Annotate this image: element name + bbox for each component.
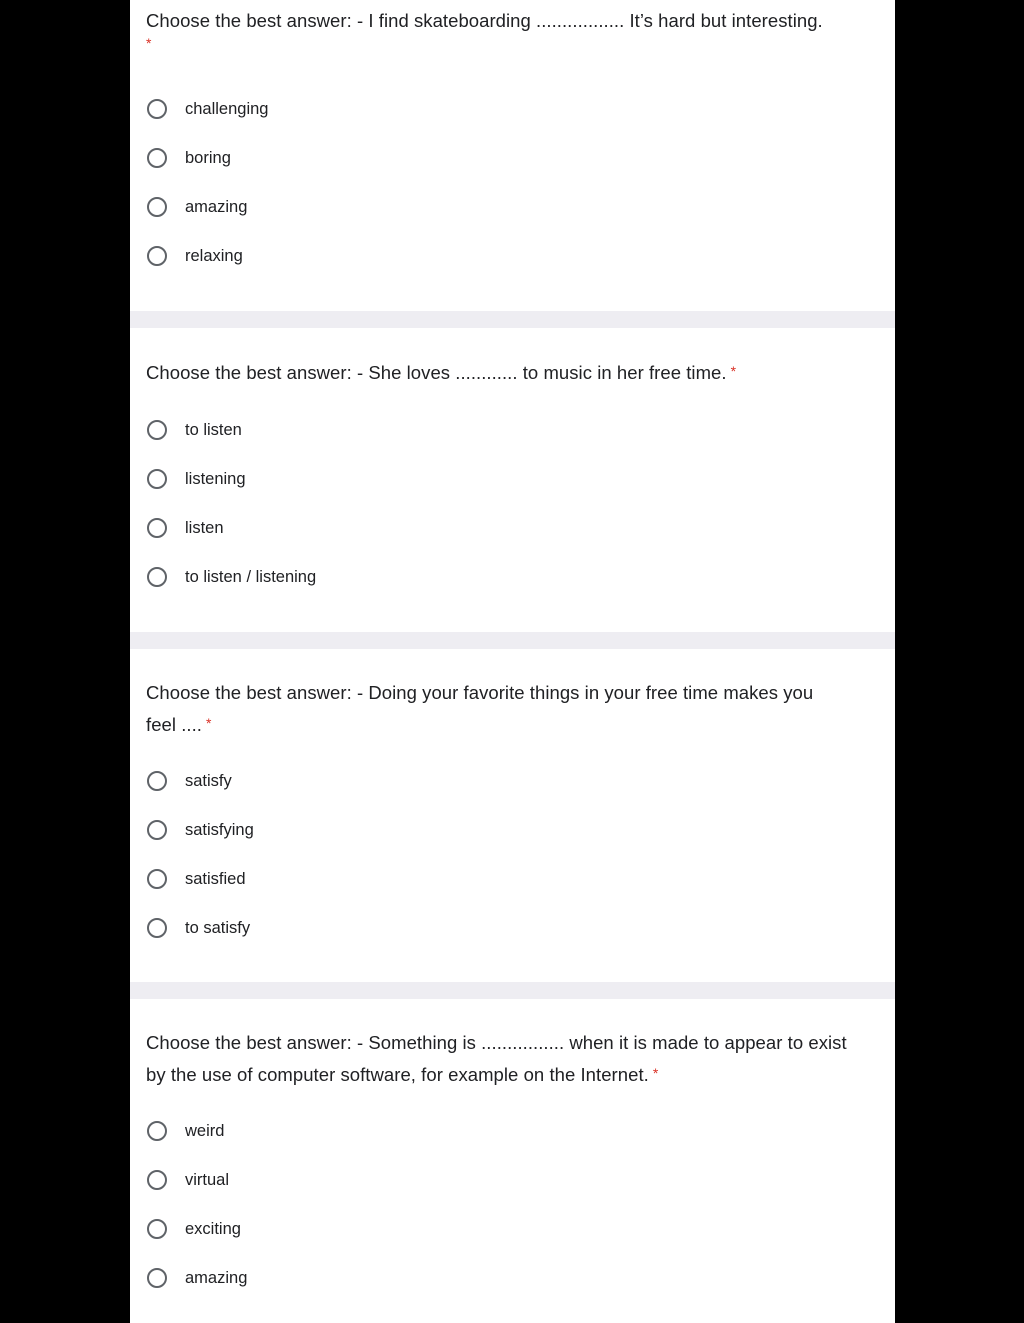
- radio-button[interactable]: [147, 148, 167, 168]
- option-label: to listen / listening: [185, 568, 317, 586]
- option-label: exciting: [185, 1220, 241, 1238]
- question-text: Choose the best answer: - She loves ............ to music in her free time.: [146, 362, 727, 383]
- radio-button[interactable]: [147, 567, 167, 587]
- question-card-3: [130, 649, 895, 982]
- question-title-4: [146, 1028, 856, 1090]
- radio-button[interactable]: [147, 420, 167, 440]
- question-card-2: [130, 328, 895, 632]
- option-label: listening: [185, 470, 246, 488]
- question-text: Choose the best answer: - I find skateboarding ................. It’s hard but interesting.: [146, 10, 823, 31]
- form-page: [130, 0, 895, 1323]
- radio-button[interactable]: [147, 820, 167, 840]
- option-label: weird: [185, 1122, 225, 1140]
- required-asterisk: *: [730, 363, 737, 379]
- radio-button[interactable]: [147, 518, 167, 538]
- radio-button[interactable]: [147, 197, 167, 217]
- radio-button[interactable]: [147, 1219, 167, 1239]
- radio-button[interactable]: [147, 869, 167, 889]
- option-label: to listen: [185, 421, 242, 439]
- radio-button[interactable]: [147, 1121, 167, 1141]
- question-card-4: [130, 999, 895, 1323]
- option-label: virtual: [185, 1171, 230, 1189]
- required-asterisk: *: [652, 1065, 659, 1081]
- required-asterisk: *: [205, 715, 212, 731]
- required-asterisk: *: [146, 35, 152, 51]
- radio-button[interactable]: [147, 1170, 167, 1190]
- option-label: satisfy: [185, 772, 232, 790]
- question-text: Choose the best answer: - Something is ................ when it is made to appear to exist by the use of computer software, for example on the Internet.: [146, 1032, 847, 1085]
- option-label: boring: [185, 149, 231, 167]
- question-title-3: [146, 678, 846, 740]
- option-label: to satisfy: [185, 919, 251, 937]
- question-title-1: [146, 6, 866, 50]
- question-text: Choose the best answer: - Doing your favorite things in your free time makes you feel ....: [146, 682, 814, 735]
- radio-button[interactable]: [147, 246, 167, 266]
- option-label: relaxing: [185, 247, 243, 265]
- question-card-1: [130, 0, 895, 311]
- option-label: challenging: [185, 100, 269, 118]
- option-label: satisfied: [185, 870, 246, 888]
- option-label: listen: [185, 519, 224, 537]
- option-label: satisfying: [185, 821, 254, 839]
- radio-button[interactable]: [147, 469, 167, 489]
- radio-button[interactable]: [147, 1268, 167, 1288]
- option-label: amazing: [185, 198, 248, 216]
- option-label: amazing: [185, 1269, 248, 1287]
- question-title-2: [146, 356, 866, 388]
- radio-button[interactable]: [147, 771, 167, 791]
- radio-button[interactable]: [147, 99, 167, 119]
- radio-button[interactable]: [147, 918, 167, 938]
